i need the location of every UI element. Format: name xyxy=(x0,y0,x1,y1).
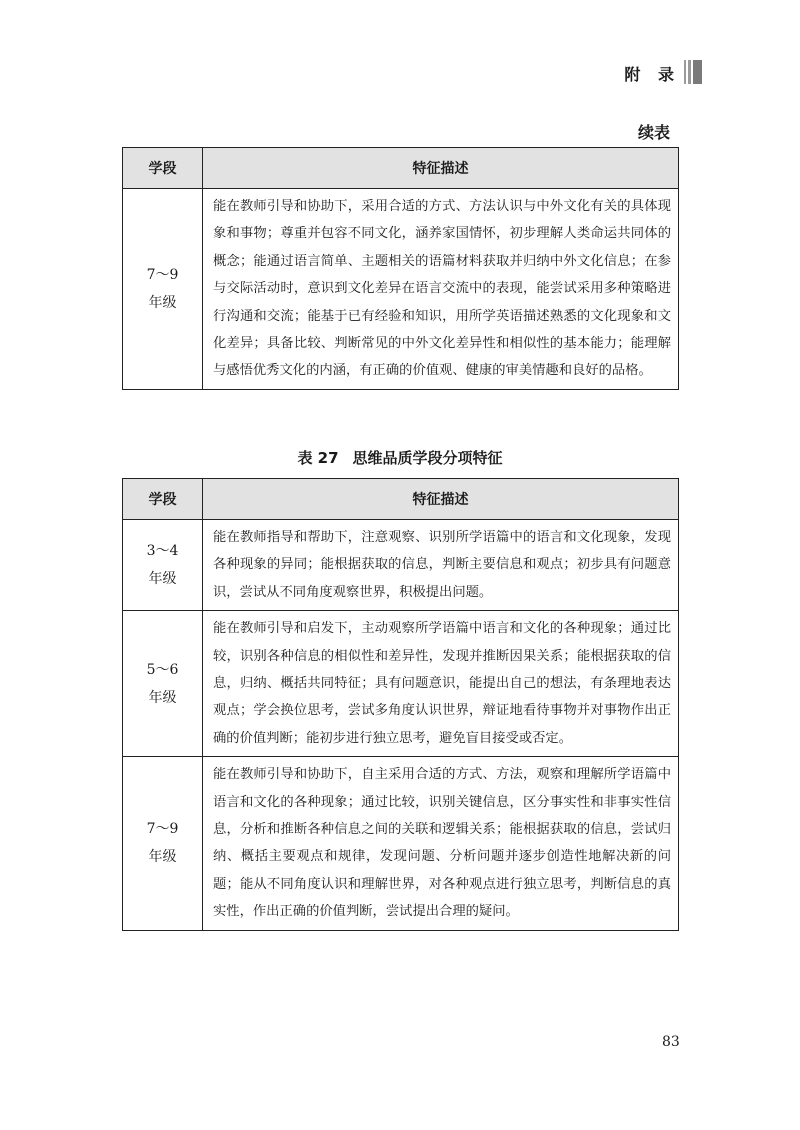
stage-cell xyxy=(123,189,203,390)
stage-grade: 年级 xyxy=(148,849,177,866)
description-cell: 能在教师引导和启发下，主动观察所学语篇中语言和文化的各种现象；通过比较，识别各种信息的相似性和差异性，发现并推断因果关系；能根据获取的信息，归纳、概括共同特征；具有问题意识，能提出自己的想法，有条理地表达观点；学会换位思考，尝试多角度认识世界，辩证地看待事物并对事物作出正确的价值判断；能初步进行独立思考，避免盲目接受或否定。 xyxy=(203,611,679,757)
stage-grade: 年级 xyxy=(148,689,177,706)
stage-range: 5～6 xyxy=(146,661,179,678)
table-row xyxy=(123,189,679,390)
description-cell: 能在教师指导和帮助下，注意观察、识别所学语篇中的语言和文化现象，发现各种现象的异同；能根据获取的信息，判断主要信息和观点；初步具有问题意识，尝试从不同角度观察世界，积极提出问题。 xyxy=(203,520,679,611)
continued-label: 续表 xyxy=(637,123,670,142)
table-number: 表 27 xyxy=(297,449,339,467)
column-header-stage: 学段 xyxy=(123,479,203,520)
table-27 xyxy=(122,478,679,931)
column-header-desc: 特征描述 xyxy=(203,479,679,520)
table-row xyxy=(123,520,679,611)
stage-grade: 年级 xyxy=(148,571,177,588)
table-row xyxy=(123,757,679,930)
section-header: 附 录 xyxy=(624,65,680,84)
continued-table xyxy=(122,147,679,390)
description-cell: 能在教师引导和协助下，采用合适的方式、方法认识与中外文化有关的具体现象和事物；尊重并包容不同文化，涵养家国情怀，初步理解人类命运共同体的概念；能通过语言简单、主题相关的语篇材料获取并归纳中外文化信息；在参与交际活动时，意识到文化差异在语言交流中的表现，能尝试采用多种策略进行沟通和交流；能基于已有经验和知识，用所学英语描述熟悉的文化现象和文化差异；具备比较、判断常见的中外文化差异性和相似性的基本能力；能理解与感悟优秀文化的内涵，有正确的价值观、健康的审美情趣和良好的品格。 xyxy=(203,189,679,390)
header-bars-icon xyxy=(684,60,702,84)
table-name: 思维品质学段分项特征 xyxy=(352,449,503,467)
table-row xyxy=(123,611,679,757)
column-header-stage: 学段 xyxy=(123,148,203,189)
stage-range: 7～9 xyxy=(146,821,179,838)
stage-grade: 年级 xyxy=(148,294,177,311)
page-number: 83 xyxy=(662,1034,680,1050)
stage-cell xyxy=(123,757,203,930)
column-header-desc: 特征描述 xyxy=(203,148,679,189)
stage-cell xyxy=(123,611,203,757)
stage-range: 7～9 xyxy=(146,266,179,283)
stage-range: 3～4 xyxy=(146,543,179,560)
description-cell: 能在教师引导和协助下，自主采用合适的方式、方法，观察和理解所学语篇中语言和文化的各种现象；通过比较，识别关键信息，区分事实性和非事实性信息，分析和推断各种信息之间的关联和逻辑关系；能根据获取的信息，尝试归纳、概括主要观点和规律，发现问题、分析问题并逐步创造性地解决新的问题；能从不同角度认识和理解世界，对各种观点进行独立思考，判断信息的真实性，作出正确的价值判断，尝试提出合理的疑问。 xyxy=(203,757,679,930)
table-title xyxy=(0,447,800,468)
table-header-row xyxy=(123,148,679,189)
table-header-row xyxy=(123,479,679,520)
stage-cell xyxy=(123,520,203,611)
